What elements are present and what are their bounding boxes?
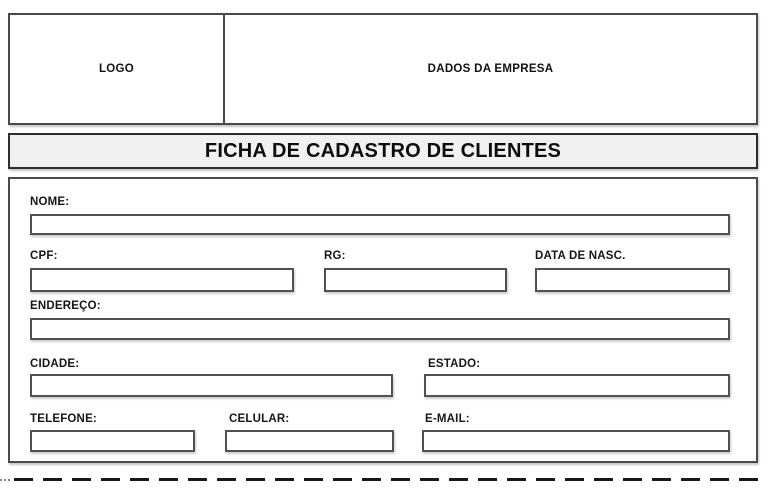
rg-input[interactable] — [324, 268, 507, 292]
celular-input[interactable] — [225, 430, 394, 452]
cut-line-dashed-separator — [14, 478, 768, 481]
cut-line-dots — [0, 479, 12, 481]
data-nasc-label: DATA DE NASC. — [535, 250, 626, 262]
data-nasc-input[interactable] — [535, 268, 730, 292]
nome-input[interactable] — [30, 214, 730, 235]
form-title-bar — [8, 133, 758, 169]
estado-label: ESTADO: — [428, 358, 481, 370]
nome-label: NOME: — [30, 196, 70, 208]
company-data-text: DADOS DA EMPRESA — [427, 63, 554, 75]
endereco-label: ENDEREÇO: — [30, 300, 101, 312]
endereco-input[interactable] — [30, 318, 730, 340]
telefone-input[interactable] — [30, 430, 195, 452]
rg-label: RG: — [324, 250, 346, 262]
email-label: E-MAIL: — [425, 413, 470, 425]
cidade-label: CIDADE: — [30, 358, 80, 370]
celular-label: CELULAR: — [229, 413, 290, 425]
email-input[interactable] — [422, 430, 730, 452]
estado-input[interactable] — [424, 374, 730, 397]
logo-cell — [10, 15, 223, 123]
company-data-cell — [225, 15, 756, 123]
cidade-input[interactable] — [30, 374, 393, 397]
cpf-label: CPF: — [30, 250, 58, 262]
client-form — [8, 177, 758, 463]
cpf-input[interactable] — [30, 268, 294, 292]
telefone-label: TELEFONE: — [30, 413, 97, 425]
form-title: FICHA DE CADASTRO DE CLIENTES — [204, 139, 562, 162]
logo-placeholder-text: LOGO — [98, 63, 135, 75]
company-header — [8, 13, 758, 125]
